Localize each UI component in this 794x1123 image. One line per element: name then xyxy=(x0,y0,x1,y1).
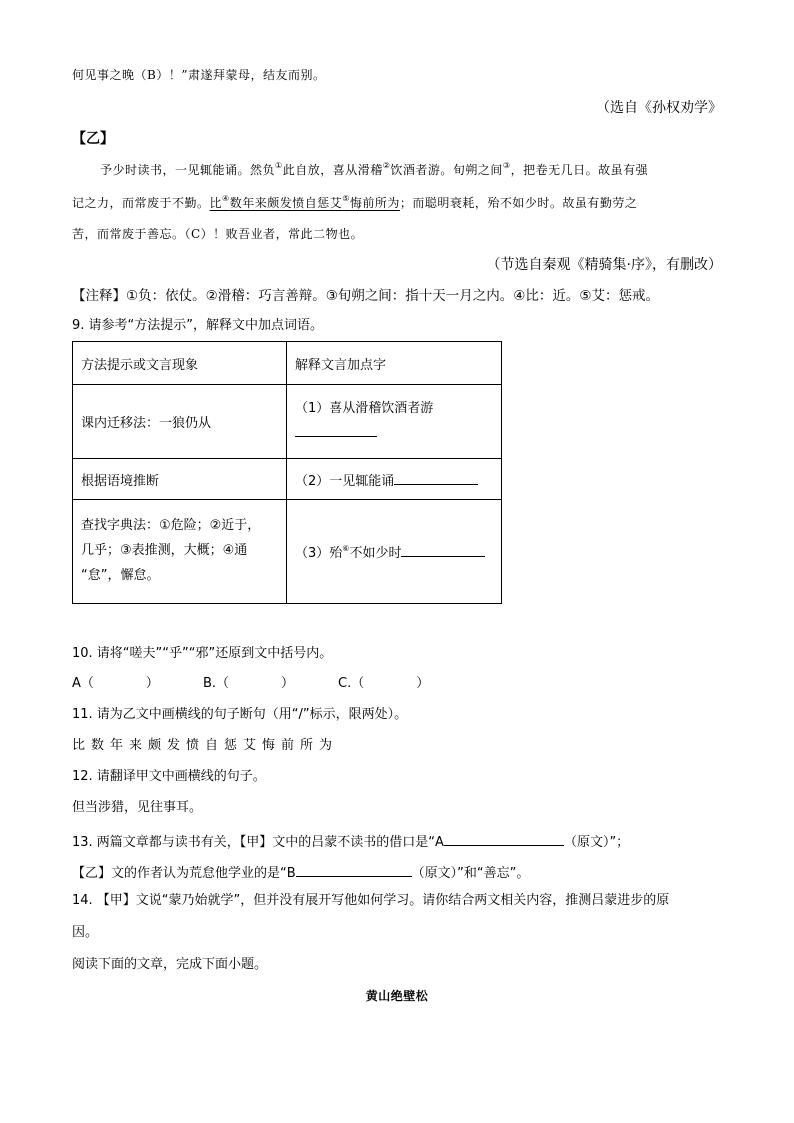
underlined-sentence xyxy=(210,196,400,210)
table-row xyxy=(73,342,502,385)
prompt-text: （3）殆 xyxy=(295,546,343,561)
question-10: 10. 请将“嗟夫”“乎”“邪”还原到文中括号内。 xyxy=(72,646,333,661)
source-citation: （节选自秦观《精骑集·序》，有删改） xyxy=(486,257,722,273)
table-cell xyxy=(287,385,502,459)
footnote-marker: ⑤ xyxy=(342,194,350,203)
answer-option-a: A（ ） xyxy=(72,676,159,691)
question-14-cont: 因。 xyxy=(72,925,99,940)
question-12: 12. 请翻译甲文中画横线的句子。 xyxy=(72,769,266,784)
method-table xyxy=(72,341,502,604)
passage-line: 何见事之晚（B）！”肃遂拜蒙母，结友而别。 xyxy=(72,68,326,82)
passage-text: ；而聪明衰耗，殆不如少时。故虽有勤劳之 xyxy=(399,196,638,210)
cell-text: 查找字典法：①危险；②近于， xyxy=(81,518,261,534)
passage-title: 黄山绝壁松 xyxy=(365,989,429,1003)
passage-text: ，把卷无几日。故虽有强 xyxy=(510,163,649,177)
cell-text: “怠”，懈怠。 xyxy=(81,567,160,583)
question-text: 【乙】文的作者认为荒怠他学业的是“B xyxy=(72,866,296,881)
question-text: （原文）”； xyxy=(563,835,630,850)
answer-blank[interactable] xyxy=(295,422,377,437)
prompt-text: 不如少时 xyxy=(349,546,402,561)
footnote-marker: ② xyxy=(382,161,391,170)
table-cell: 课内迁移法：一狼仍从 xyxy=(73,385,287,459)
question-13-cont xyxy=(72,862,529,882)
cell-text: 几乎；③表推测，大概；④通 xyxy=(81,543,248,559)
question-text: （原文）”和“善忘”。 xyxy=(411,866,530,881)
question-13 xyxy=(72,831,629,851)
passage-text: 比 xyxy=(209,196,223,210)
table-cell: 根据语境推断 xyxy=(73,459,287,500)
prompt-text: （1）喜从滑稽饮酒者游 xyxy=(295,400,434,416)
footnote-marker: ① xyxy=(275,161,283,170)
notes: 【注释】①负：依仗。②滑稽：巧言善辩。③旬朔之间：指十天一月之内。④比：近。⑤艾：惩戒。 xyxy=(72,288,660,304)
footnote-marker: ④ xyxy=(222,194,230,203)
passage-line xyxy=(72,194,637,210)
passage-text: 记之力，而常废于不勤。 xyxy=(72,196,210,210)
passage-line xyxy=(100,161,648,177)
reading-instruction: 阅读下面的文章，完成下面小题。 xyxy=(72,957,268,972)
table-header: 方法提示或文言现象 xyxy=(73,342,287,385)
answer-blank[interactable] xyxy=(401,542,485,557)
section-heading: 【乙】 xyxy=(72,131,114,147)
footnote-marker: ③ xyxy=(502,161,511,170)
answer-option-c: C.（ ） xyxy=(338,676,430,691)
table-row xyxy=(73,500,502,604)
passage-text: 悔前所为 xyxy=(349,196,400,210)
answer-blank[interactable] xyxy=(296,862,412,877)
sentence-to-translate: 但当涉猎，见往事耳。 xyxy=(72,800,203,815)
table-row xyxy=(73,459,502,500)
passage-line: 苦，而常废于善忘。（C）！败吾业者，常此二物也。 xyxy=(72,227,364,241)
passage-text: 予少时读书，一见辄能诵。然负 xyxy=(100,163,276,177)
answer-blank[interactable] xyxy=(444,831,564,846)
question-text: 13. 两篇文章都与读书有关，【甲】文中的吕蒙不读书的借口是“A xyxy=(72,835,444,850)
answer-prompt xyxy=(295,397,493,422)
question-11: 11. 请为乙文中画横线的句子断句（用“/”标示，限两处）。 xyxy=(72,707,408,722)
passage-text: 数年来颇发愤自惩艾 xyxy=(229,196,343,210)
question-14: 14. 【甲】文说“蒙乃始就学”，但并没有展开写他如何学习。请你结合两文相关内容，推测吕蒙进步的原 xyxy=(72,893,670,908)
table-cell xyxy=(73,500,287,604)
footnote-marker: ⑥ xyxy=(342,544,350,553)
table-row xyxy=(73,385,502,459)
passage-text: 此自放，喜从滑稽 xyxy=(282,163,383,177)
passage-text: 饮酒者游。旬朔之间 xyxy=(390,163,503,177)
sentence-to-punctuate: 比数年来颇发愤自惩艾悔前所为 xyxy=(72,738,339,753)
question-9: 9. 请参考“方法提示”，解释文中加点词语。 xyxy=(72,318,324,333)
table-cell xyxy=(287,459,502,500)
prompt-text: （2）一见辄能诵 xyxy=(295,473,395,489)
table-header: 解释文言加点字 xyxy=(287,342,502,385)
table-cell xyxy=(287,500,502,604)
source-citation: （选自《孙权劝学》 xyxy=(596,100,722,116)
answer-line xyxy=(295,422,493,447)
answer-blank[interactable] xyxy=(394,470,478,485)
answer-option-b: B.（ ） xyxy=(203,676,295,691)
